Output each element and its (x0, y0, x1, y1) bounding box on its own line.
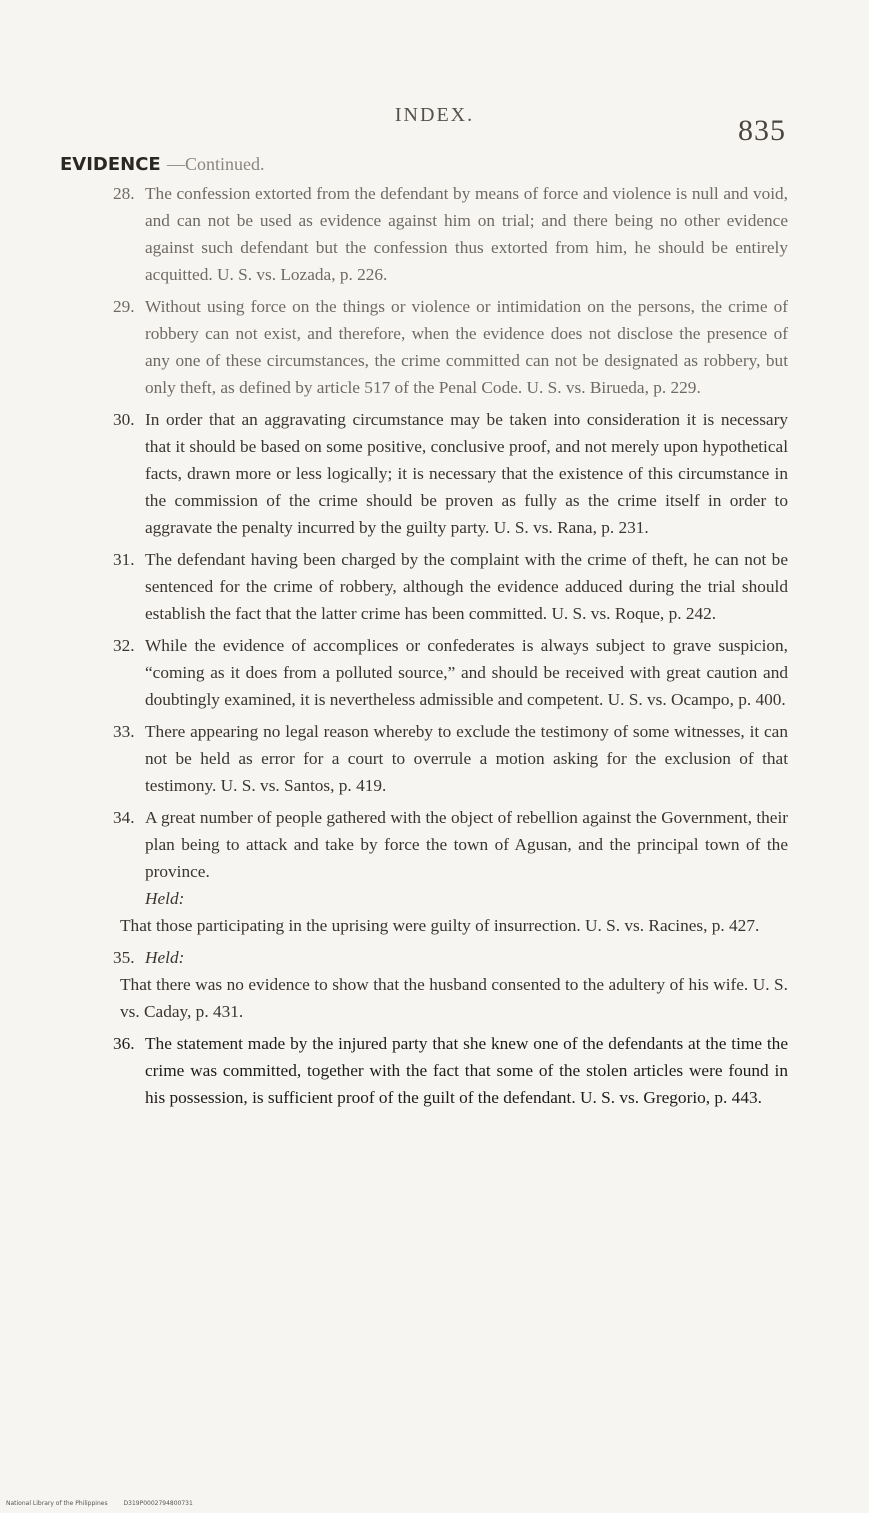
entry-text: The confession extorted from the defendant by means of force and violence is null and void, and can not be used as evidence against him on trial; and there being no other evidence against such defendant but the confession thus extorted from him, he should be entirely acquitted. U. S. vs. Lozada, p. 226. (145, 184, 788, 284)
entry-number: 31. (113, 550, 135, 569)
entry-text: While the evidence of accomplices or confederates is always subject to grave suspicion, “coming as it does from a polluted source,” and should be received with great caution and doubtingly examined, it is nevertheless admissible and competent. U. S. vs. Ocampo, p. 400. (145, 636, 788, 709)
entry-number: 30. (113, 410, 135, 429)
footer-library: National Library of the Philippines (6, 1500, 108, 1507)
section-continued: —Continued. (167, 154, 265, 174)
entry-text: Without using force on the things or violence or intimidation on the persons, the crime of robbery can not exist, and therefore, when the evidence does not disclose the presence of any one of these circumstances, the crime committed can not be designated as robbery, but only theft, as defined by article 517 of the Penal Code. U. S. vs. Birueda, p. 229. (145, 297, 788, 397)
entry-text: There appearing no legal reason whereby to exclude the testimony of some witnesses, it can not be held as error for a court to overrule a motion asking for the exclusion of that testimony. U. S. vs. Santos, p. 419. (145, 722, 788, 795)
entry-number: 36. (113, 1034, 135, 1053)
index-entry-28 (113, 180, 788, 288)
entry-text: In order that an aggravating circumstance may be taken into consideration it is necessary that it should be based on some positive, conclusive proof, and not merely upon hypothetical facts, drawn more or less logically; it is necessary that the existence of this circumstance in the commission of the crime should be proven as fully as the crime itself in order to aggravate the penalty incurred by the guilty party. U. S. vs. Rana, p. 231. (145, 410, 788, 537)
index-entry-36 (113, 1030, 788, 1111)
entry-number: 32. (113, 636, 135, 655)
entry-text: The defendant having been charged by the complaint with the crime of theft, he can not be sentenced for the crime of robbery, although the evidence adduced during the trial should establish the fact that the latter crime has been committed. U. S. vs. Roque, p. 242. (145, 550, 788, 623)
entry-text: A great number of people gathered with the object of rebellion against the Government, their plan being to attack and take by force the town of Agusan, and the principal town of the province. (145, 808, 788, 881)
footer-id: D319P0002794800731 (123, 1500, 193, 1507)
scan-footer (6, 1500, 207, 1507)
section-heading (60, 154, 265, 175)
index-entry-29 (113, 293, 788, 401)
index-entries (0, 180, 869, 1116)
entry-text: The statement made by the injured party that she knew one of the defendants at the time the crime was committed, together with the fact that some of the stolen articles were found in his possession, is sufficient proof of the guilt of the defendant. U. S. vs. Gregorio, p. 443. (145, 1034, 788, 1107)
section-title: EVIDENCE (60, 154, 161, 175)
held-text: That there was no evidence to show that the husband consented to the adultery of his wife. U. S. vs. Caday, p. 431. (120, 975, 788, 1021)
running-head: INDEX. (394, 104, 475, 126)
index-entry-33 (113, 718, 788, 799)
index-entry-34 (113, 804, 788, 939)
held-label: Held: (145, 889, 185, 908)
held-text: That those participating in the uprising were guilty of insurrection. U. S. vs. Racines, p. 427. (120, 916, 760, 935)
entry-number: 34. (113, 808, 135, 827)
page-number: 835 (738, 114, 786, 147)
entry-number: 29. (113, 297, 135, 316)
index-entry-35 (113, 944, 788, 1025)
index-entry-32 (113, 632, 788, 713)
entry-number: 35. (113, 948, 135, 967)
held-label: Held: (145, 948, 185, 967)
index-entry-30 (113, 406, 788, 541)
entry-number: 28. (113, 184, 135, 203)
index-entry-31 (113, 546, 788, 627)
entry-number: 33. (113, 722, 135, 741)
